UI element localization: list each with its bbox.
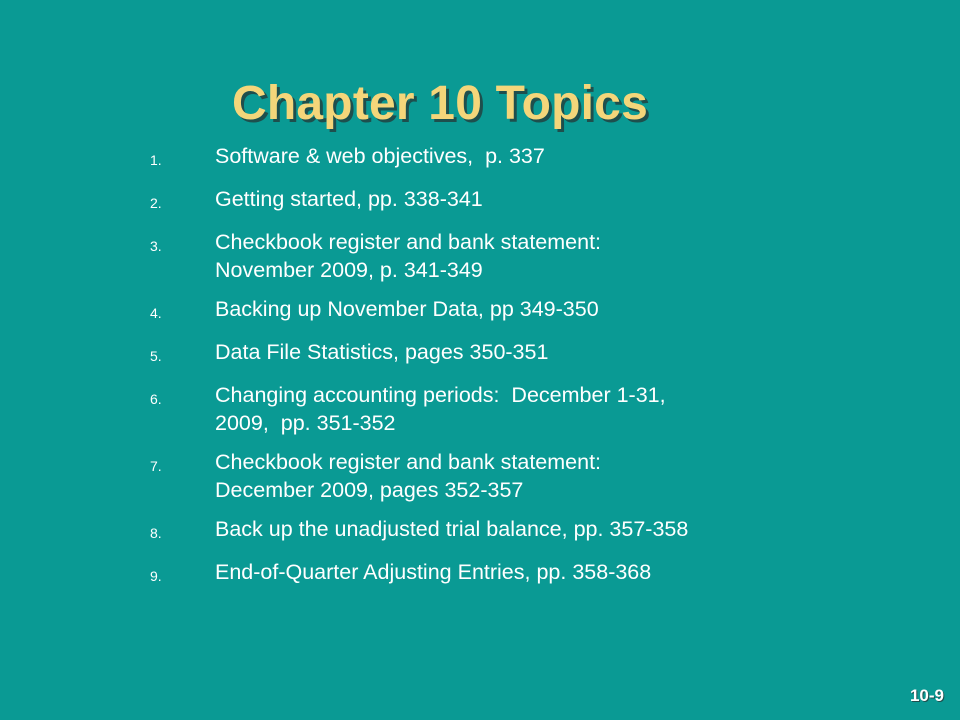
topic-number: 5. — [150, 348, 162, 364]
slide-title: Chapter 10 Topics — [232, 77, 648, 131]
topic-number: 7. — [150, 458, 162, 474]
topic-item — [150, 558, 910, 590]
slide-page-number: 10-9 — [909, 686, 944, 705]
topic-number: 8. — [150, 525, 162, 541]
topic-number: 6. — [150, 391, 162, 407]
topic-number: 1. — [150, 152, 162, 168]
topic-item — [150, 185, 910, 217]
topic-text: Changing accounting periods: December 1-31, 2009, pp. 351-352 — [215, 383, 666, 435]
topic-item — [150, 515, 910, 547]
topic-item — [150, 448, 910, 504]
topic-text: Data File Statistics, pages 350-351 — [215, 340, 549, 364]
topic-text: Software & web objectives, p. 337 — [215, 144, 545, 168]
topic-text: Getting started, pp. 338-341 — [215, 187, 483, 211]
topic-number: 3. — [150, 238, 162, 254]
topic-item — [150, 338, 910, 370]
chapter-topic-list — [150, 142, 910, 601]
topic-text: End-of-Quarter Adjusting Entries, pp. 358-368 — [215, 560, 652, 584]
topic-text: Checkbook register and bank statement: December 2009, pages 352-357 — [215, 450, 602, 502]
topic-number: 4. — [150, 305, 162, 321]
topic-item — [150, 381, 910, 437]
topic-text: Checkbook register and bank statement: November 2009, p. 341-349 — [215, 230, 602, 282]
topic-number: 2. — [150, 195, 162, 211]
topic-text: Back up the unadjusted trial balance, pp. 357-358 — [215, 517, 689, 541]
topic-item — [150, 228, 910, 284]
topic-item — [150, 142, 910, 174]
topic-item — [150, 295, 910, 327]
topic-text: Backing up November Data, pp 349-350 — [215, 297, 599, 321]
topic-number: 9. — [150, 568, 162, 584]
